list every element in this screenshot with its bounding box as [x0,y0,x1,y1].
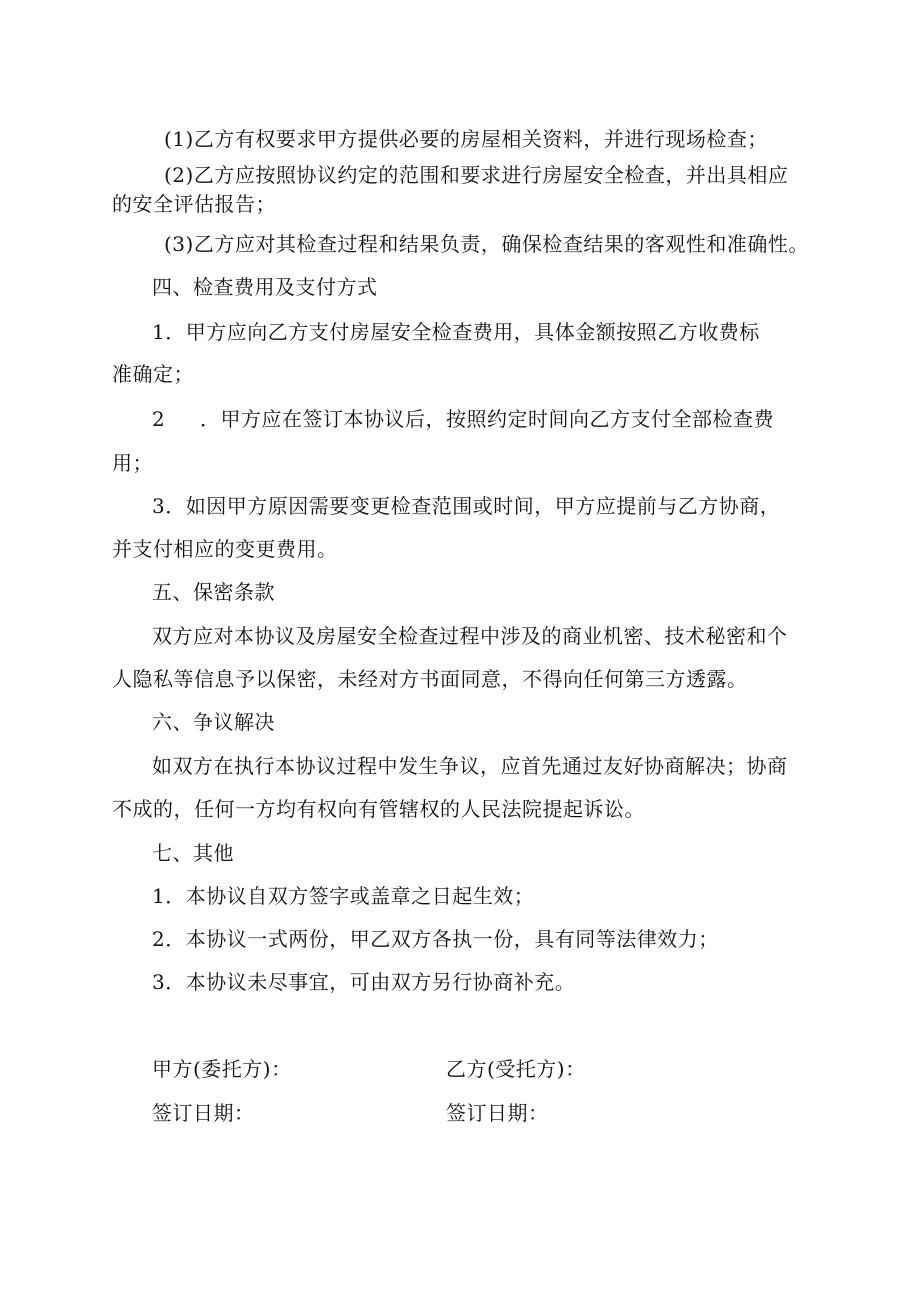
clause-2-line-1: (2)乙方应按照协议约定的范围和要求进行房屋安全检查，并出具相应 [164,163,789,187]
section-4-item-2-line-1: ．甲方应在签订本协议后，按照约定时间向乙方支付全部检查费 [200,407,774,431]
party-a-label: 甲方(委托方)： [152,1057,292,1081]
section-7-item-2: 2．本协议一式两份，甲乙双方各执一份，具有同等法律效力； [152,927,719,951]
section-6-paragraph-line-1: 如双方在执行本协议过程中发生争议，应首先通过友好协商解决；协商 [152,754,788,778]
section-4-item-3-line-1: 3．如因甲方原因需要变更检查范围或时间，甲方应提前与乙方协商， [152,494,781,518]
clause-3: (3)乙方应对其检查过程和结果负责，确保检查结果的客观性和准确性。 [164,232,809,256]
section-4-item-2-line-2: 用； [112,451,153,475]
section-5-paragraph-line-1: 双方应对本协议及房屋安全检查过程中涉及的商业机密、技术秘密和个 [152,624,788,648]
party-b-date-label: 签订日期： [446,1101,549,1125]
section-4-heading: 四、检查费用及支付方式 [152,275,378,299]
party-b-label: 乙方(受托方)： [446,1057,586,1081]
section-6-paragraph-line-2: 不成的，任何一方均有权向有管辖权的人民法院提起诉讼。 [112,797,645,821]
section-4-item-2-number: 2 [152,407,166,431]
party-a-date-label: 签订日期： [152,1101,255,1125]
section-5-paragraph-line-2: 人隐私等信息予以保密，未经对方书面同意，不得向任何第三方透露。 [112,667,748,691]
section-4-item-1-line-2: 准确定； [112,362,194,386]
section-5-heading: 五、保密条款 [152,580,275,604]
section-7-item-3: 3．本协议未尽事宜，可由双方另行协商补充。 [152,970,576,994]
section-7-item-1: 1．本协议自双方签字或盖章之日起生效； [152,884,535,908]
clause-1: (1)乙方有权要求甲方提供必要的房屋相关资料，并进行现场检查； [164,127,768,151]
section-4-item-1-line-1: 1．甲方应向乙方支付房屋安全检查费用，具体金额按照乙方收费标 [152,320,760,344]
section-4-item-3-line-2: 并支付相应的变更费用。 [112,537,338,561]
section-7-heading: 七、其他 [152,841,234,865]
section-6-heading: 六、争议解决 [152,710,275,734]
clause-2-line-2: 的安全评估报告； [112,192,276,216]
